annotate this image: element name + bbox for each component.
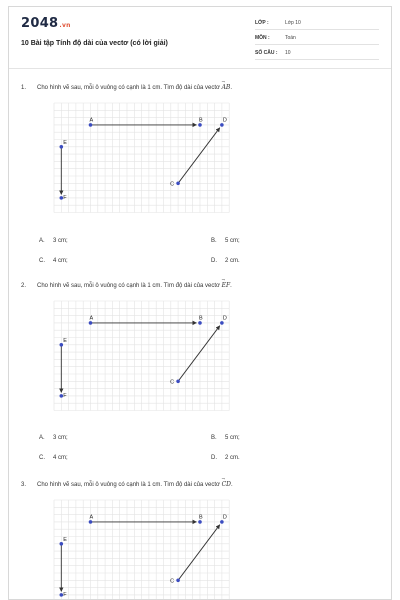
option-letter: C. xyxy=(39,258,45,264)
question-body: Cho hình vẽ sau, mỗi ô vuông có cạnh là 1 cm. Tìm độ dài của vectơ xyxy=(37,482,222,488)
grid-svg xyxy=(53,499,230,600)
header-divider xyxy=(9,68,391,69)
point-b xyxy=(198,520,202,524)
question-text xyxy=(21,481,233,488)
question-number: 2. xyxy=(21,283,27,289)
point-label-f: F xyxy=(63,591,67,598)
option-d[interactable] xyxy=(211,455,240,461)
option-text: 3 cm; xyxy=(53,435,68,441)
point-label-d: D xyxy=(222,514,227,521)
option-d[interactable] xyxy=(211,258,240,264)
point-label-d: D xyxy=(222,117,227,124)
question-number: 3. xyxy=(21,482,27,488)
vector-symbol: → AB xyxy=(222,84,231,91)
option-text: 5 cm; xyxy=(225,238,240,244)
option-letter: D. xyxy=(211,258,217,264)
point-a xyxy=(89,520,93,524)
option-a[interactable] xyxy=(39,238,68,244)
meta-row-subject xyxy=(255,32,379,45)
point-b xyxy=(198,123,202,127)
meta-value: Toán xyxy=(285,35,296,41)
logo-sub: .vn xyxy=(59,22,71,29)
document-header xyxy=(9,7,391,69)
point-a xyxy=(89,123,93,127)
point-label-f: F xyxy=(63,392,67,399)
point-label-c: C xyxy=(170,578,175,585)
point-c xyxy=(176,578,180,582)
point-d xyxy=(220,520,224,524)
meta-value: Lớp 10 xyxy=(285,20,301,26)
option-b[interactable] xyxy=(211,238,240,244)
vector-symbol: → EF xyxy=(222,282,231,289)
vector-cd xyxy=(178,326,220,382)
meta-row-class xyxy=(255,17,379,30)
question-tail: . xyxy=(230,283,232,289)
option-text: 2 cm. xyxy=(225,455,240,461)
option-text: 4 cm; xyxy=(53,258,68,264)
meta-row-count xyxy=(255,47,379,60)
point-label-e: E xyxy=(63,337,67,344)
grid-svg xyxy=(53,102,230,214)
option-letter: A. xyxy=(39,435,45,441)
vector-grid-figure xyxy=(53,499,230,600)
option-text: 4 cm; xyxy=(53,455,68,461)
point-c xyxy=(176,181,180,185)
document-title: 10 Bài tập Tính độ dài của vectơ (có lời giải) xyxy=(21,40,168,47)
point-d xyxy=(220,321,224,325)
option-c[interactable] xyxy=(39,455,68,461)
point-d xyxy=(220,123,224,127)
point-label-c: C xyxy=(170,379,175,386)
vector-symbol: → CD xyxy=(222,481,231,488)
point-c xyxy=(176,379,180,383)
option-letter: A. xyxy=(39,238,45,244)
option-text: 3 cm; xyxy=(53,238,68,244)
question-tail: . xyxy=(231,482,233,488)
question-number: 1. xyxy=(21,85,27,91)
question-text xyxy=(21,84,232,91)
meta-value: 10 xyxy=(285,50,291,56)
vector-grid-figure xyxy=(53,102,230,219)
point-label-c: C xyxy=(170,181,175,188)
point-a xyxy=(89,321,93,325)
meta-key: SỐ CÂU : xyxy=(255,50,278,56)
question-tail: . xyxy=(230,85,233,91)
site-logo[interactable] xyxy=(21,16,71,31)
option-text: 2 cm. xyxy=(225,258,240,264)
grid-svg xyxy=(53,300,230,412)
point-label-a: A xyxy=(89,117,94,124)
point-label-b: B xyxy=(198,514,203,521)
meta-key: MÔN : xyxy=(255,35,270,41)
meta-key: LỚP : xyxy=(255,20,269,26)
vector-grid-figure xyxy=(53,300,230,417)
point-label-e: E xyxy=(63,139,67,146)
document-meta xyxy=(255,17,379,62)
option-letter: D. xyxy=(211,455,217,461)
vector-cd xyxy=(178,525,220,581)
point-label-a: A xyxy=(89,315,94,322)
point-label-f: F xyxy=(63,194,67,201)
point-label-d: D xyxy=(222,315,227,322)
question-body: Cho hình vẽ sau, mỗi ô vuông có cạnh là 1 cm. Tìm độ dài của vectơ xyxy=(37,283,222,289)
point-label-a: A xyxy=(89,514,94,521)
point-label-b: B xyxy=(198,117,203,124)
document-page xyxy=(8,6,392,600)
option-a[interactable] xyxy=(39,435,68,441)
vector-cd xyxy=(178,128,220,184)
option-text: 5 cm; xyxy=(225,435,240,441)
point-label-e: E xyxy=(63,536,67,543)
question-text xyxy=(21,282,232,289)
point-b xyxy=(198,321,202,325)
question-body: Cho hình vẽ sau, mỗi ô vuông có cạnh là 1 cm. Tìm độ dài của vectơ xyxy=(37,85,222,91)
option-b[interactable] xyxy=(211,435,240,441)
option-c[interactable] xyxy=(39,258,68,264)
logo-main: 2048 xyxy=(21,16,59,31)
option-letter: C. xyxy=(39,455,45,461)
point-label-b: B xyxy=(198,315,203,322)
option-letter: B. xyxy=(211,435,217,441)
option-letter: B. xyxy=(211,238,217,244)
